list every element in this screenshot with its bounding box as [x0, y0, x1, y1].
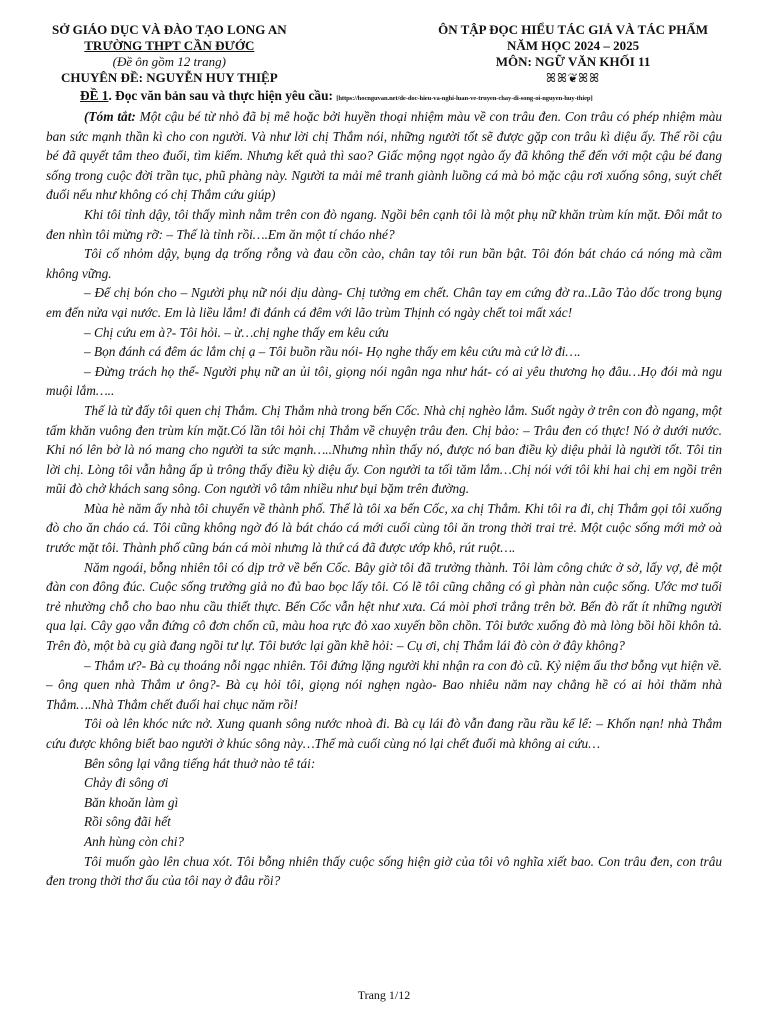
poem-line: Chảy đi sông ơi: [84, 775, 169, 791]
subject-title: MÔN: NGỮ VĂN KHỐI 11: [495, 54, 651, 69]
story-paragraph: Mùa hè năm ấy nhà tôi chuyển về thành phố. Thế là tôi xa bến Cốc, xa chị Thắm. Khi tôi ra đi, chị Thắm gọi tôi xuống đò cho ăn cháo cá. Tôi cũng không ngờ đó là bát cháo cá mới cuối cùng tôi ăn trong thời trai trẻ. Một cuộc sống mới mở oà trước mặt tôi. Thành phố cũng bán cá mòi nhưng là thứ cá đã được ướp khô, rút ruột….: [46, 500, 722, 556]
source-link[interactable]: [https://hocnguvan.net/de-doc-hieu-va-nghi-luan-ve-truyen-chay-di-song-oi-nguyen-huy-thiep]: [336, 95, 593, 102]
dialogue-line: – Bọn đánh cá đêm ác lắm chị ạ – Tôi buồn rầu nói- Họ nghe thấy em kêu cứu mà cứ lờ đi….: [84, 344, 581, 360]
reading-passage: [46, 107, 722, 891]
poem-line: Rồi sông đãi hết: [84, 814, 171, 830]
dialogue-line: – Chị cứu em à?- Tôi hỏi. – ừ…chị nghe thấy em kêu cứu: [84, 324, 389, 340]
poem-intro: Bên sông lại vẳng tiếng hát thuở nào tê tái:: [84, 755, 316, 771]
story-paragraph: Tôi cố nhỏm dậy, bụng dạ trống rỗng và đau cồn cào, chân tay tôi run bần bật. Tôi đón bát cháo cá nóng mà cầm không vững.: [46, 246, 722, 281]
story-paragraph: Năm ngoái, bỗng nhiên tôi có dịp trở về bến Cốc. Bây giờ tôi đã trưởng thành. Tôi làm công chức ở sở, lấy vợ, đẻ một đàn con đông đúc. Cuộc sống trưởng giả no đủ bao bọc lấy tôi. Có lẽ tôi cũng chẳng có gì phàn nàn cuộc sống. Ước mơ tuổi trẻ nhường chỗ cho bao nhu cầu thiết thực. Bến Cốc vẫn hệt như xưa. Cá mòi phơi trắng trên bờ. Bến đò rất ít những người qua lại. Cây gạo vẫn đứng cô đơn chốn cũ, màu hoa rực đỏ xao xuyến bồn chồn. Tôi bước xuống đò mà lòng bồi hồi khôn tả. Trên đò, một bà cụ già đang ngồi tư lự. Tôi bước lại gần khẽ hỏi: – Cụ ơi, chị Thắm lái đò còn ở đây không?: [46, 559, 722, 654]
ornament-divider: ꕤꕤ❦ꕤꕤ: [546, 71, 601, 85]
school-name: TRƯỜNG THPT CẦN ĐƯỚC: [84, 38, 255, 53]
story-paragraph: – Đừng trách họ thế- Người phụ nữ an ủi tôi, giọng nói ngân nga như hát- có ai yêu thương họ đâu…Họ đói mà ngu muội lắm…..: [46, 363, 722, 399]
summary-text: Một cậu bé từ nhỏ đã bị mê hoặc bởi huyền thoại nhiệm màu về con trâu đen. Con trâu có phép nhiệm màu ban sức mạnh thần kì cho con người. Và như lời chị Thắm nói, những người tốt sẽ được gặp con trâu kì diệu ấy. Thế rồi cậu bé đã quyết tâm theo đuổi, tìm kiếm. Nhưng kết quả thì sao? Giấc mộng ngọt ngào ấy đã không thể đến với một cậu bé đang sống trong cuộc đời trần tục, phũ phàng này. Người ta mải mê tranh giành luồng cá mà bỏ mặc cậu rơi xuống sông, suýt chết đuối nếu như không có chị Thắm cứu giúp): [46, 109, 722, 203]
page-number: Trang 1/12: [357, 988, 411, 1002]
document-header: [46, 22, 722, 86]
school-year: NĂM HỌC 2024 – 2025: [506, 38, 640, 53]
department-name: SỞ GIÁO DỤC VÀ ĐÀO TẠO LONG AN: [52, 22, 287, 37]
story-paragraph: – Để chị bón cho – Người phụ nữ nói dịu dàng- Chị tưởng em chết. Chân tay em cứng đờ ra..Lão Tảo dốc trong bụng em đến nửa vại nước. Em là liều lắm! đi đánh cá đêm với lão trùm Thịnh có ngày chết toi mất xác!: [46, 285, 722, 320]
exercise-label: ĐỀ 1: [80, 88, 109, 103]
summary-lead: (Tóm tắt:: [84, 109, 136, 124]
topic-title: CHUYÊN ĐỀ: NGUYỄN HUY THIỆP: [60, 70, 278, 85]
header-right: [438, 22, 708, 86]
header-left: [52, 22, 287, 86]
story-paragraph: Khi tôi tỉnh dậy, tôi thấy mình nằm trên con đò ngang. Ngồi bên cạnh tôi là một phụ nữ khăn trùm kín mặt. Đôi mắt to đen nhìn tôi mừng rỡ: – Thế là tỉnh rồi….Em ăn một tí cháo nhé?: [46, 206, 722, 242]
summary-paragraph: [46, 107, 722, 205]
closing-paragraph: Tôi muốn gào lên chua xót. Tôi bỗng nhiên thấy cuộc sống hiện giờ của tôi vô nghĩa xiết bao. Con trâu đen, con trâu đen trong thời thơ ấu của tôi nay ở đâu rồi?: [46, 853, 722, 889]
poem-line: Anh hùng còn chi?: [84, 833, 185, 849]
exercise-instruction: . Đọc văn bản sau và thực hiện yêu cầu:: [108, 88, 333, 103]
poem-line: Băn khoăn làm gì: [84, 794, 179, 810]
story-paragraph: Tôi oà lên khóc nức nở. Xung quanh sông nước nhoà đi. Bà cụ lái đò vẫn đang rầu rầu kể lể: – Khốn nạn! nhà Thắm cứu được không biết bao người ở khúc sông này…Thế mà cuối cùng nó lại chết đuối mà không ai cứu…: [46, 716, 722, 751]
page-count-note: (Đề ôn gồm 12 trang): [112, 54, 227, 69]
story-paragraph: Thế là từ đấy tôi quen chị Thắm. Chị Thắm nhà trong bến Cốc. Nhà chị nghèo lắm. Suốt ngày ở trên con đò ngang, một tấm khăn vuông đen trùm kín mặt.Có lần tôi hỏi chị Thắm về chuyện trâu đen. Chị bảo: – Trâu đen có thực! Nó ở dưới nước. Khi nó lên bờ là nó mang cho người ta sức mạnh…..Nhưng nhìn thấy nó, được nó ban điều kỳ diệu phải là người tốt. Tôi tin lời chị. Lòng tôi vẫn hằng ấp ủ trông thấy điều kỳ diệu ấy. Con người ta tối tăm lắm…Chị nói với tôi khi hai chị em ngồi trên mũi đò chở khách sang sông. Con người vô tâm nhiều như bụi bặm trên đường.: [46, 402, 722, 497]
story-paragraph: – Thắm ư?- Bà cụ thoáng nỗi ngạc nhiên. Tôi đứng lặng người khi nhận ra con đò cũ. Kỷ niệm ấu thơ bỗng vụt hiện về. – ông quen nhà Thắm ư ông?- Bà cụ hỏi tôi, giọng nói nghẹn ngào- Bao nhiêu năm nay chẳng hề có ai hỏi thăm nhà Thắm….Nhà Thắm chết đuối hai chục năm rồi!: [46, 657, 722, 712]
review-title: ÔN TẬP ĐỌC HIỂU TÁC GIẢ VÀ TÁC PHẨM: [438, 22, 708, 37]
exercise-heading: [46, 88, 722, 107]
